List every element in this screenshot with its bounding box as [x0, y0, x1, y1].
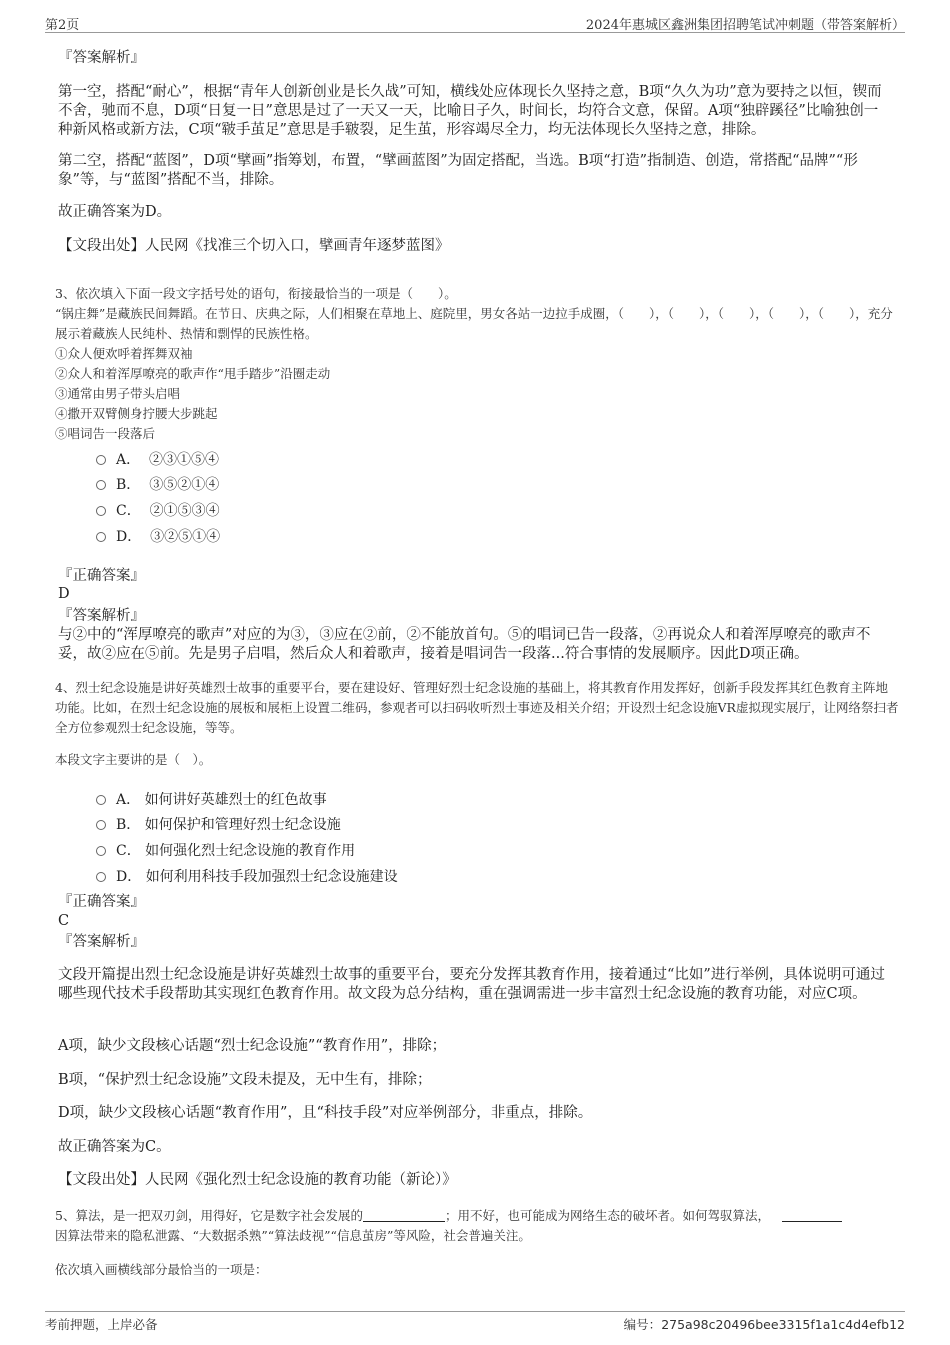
q5-question: 依次填入画横线部分最恰当的一项是： — [55, 1262, 268, 1277]
q3-passage: “锅庄舞”是藏族民间舞蹈。在节日、庆典之际，人们相聚在草地上、庭院里，男女各站一边拉手成圈，（ ），（ ），（ ），（ ），（ ），充分展示着藏族人民纯朴、热情和剽悍的民族性格。 — [55, 306, 893, 341]
q5-blank-1 — [363, 1209, 445, 1222]
footer-code-value: 275a98c20496bee3315f1a1c4d4efb12 — [661, 1317, 905, 1332]
q3-option-d[interactable] — [96, 526, 220, 546]
radio-button-icon[interactable] — [96, 506, 106, 516]
q3-option-c[interactable] — [96, 500, 220, 520]
q3-analysis-title: 『答案解析』 — [58, 608, 145, 624]
q3-analysis: 与②中的“浑厚嘹亮的歌声”对应的为③，③应在②前，②不能放首句。⑤的唱词已告一段落，②再说众人和着浑厚嘹亮的歌声不妥，故②应在⑤前。先是男子启唱，然后众人和着歌声，接着是唱词告一段落...符合事情的发展顺序。因此D项正确。 — [58, 627, 871, 662]
q4-conclusion: 故正确答案为C。 — [58, 1139, 171, 1155]
option-letter: A． — [116, 452, 141, 468]
document-title: 2024年惠城区鑫洲集团招聘笔试冲刺题（带答案解析） — [585, 18, 905, 33]
q5-blank-2 — [782, 1209, 842, 1222]
option-text: 如何保护和管理好烈士纪念设施 — [144, 817, 341, 833]
option-text: ③⑤②①④ — [149, 477, 220, 493]
q3-option-a[interactable] — [96, 449, 219, 469]
option-text: ②①⑤③④ — [149, 503, 220, 519]
page-number: 第2页 — [45, 18, 80, 33]
q4-option-c[interactable] — [96, 840, 355, 860]
radio-button-icon[interactable] — [96, 455, 106, 465]
q4-analysis-para1: 文段开篇提出烈士纪念设施是讲好英雄烈士故事的重要平台，要充分发挥其教育作用，接着通过“比如”进行举例，具体说明可通过哪些现代技术手段帮助其实现红色教育作用。故文段为总分结构，重在强调需进一步丰富烈士纪念设施的教育功能，对应C项。 — [58, 967, 885, 1002]
q3-answer-title: 『正确答案』 — [58, 568, 145, 584]
q4-question: 本段文字主要讲的是（ ）。 — [55, 752, 212, 767]
footer-code — [624, 1315, 905, 1333]
q3-item-1: ①众人便欢呼着挥舞双袖 — [55, 346, 193, 361]
q2-analysis-para1: 第一空，搭配“耐心”，根据“青年人创新创业是长久战”可知，横线处应体现长久坚持之意，B项“久久为功”意为要持之以恒，锲而不舍，驰而不息，D项“日复一日”意思是过了一天又一天，比喻日子久，时间长，均符合文意，保留。A项“独辟蹊径”比喻独创一种新风格或新方法，C项“皲手茧足”意思是手皲裂，足生茧，形容竭尽全力，均无法体现长久坚持之意，排除。 — [58, 84, 882, 138]
q3-item-3: ③通常由男子带头启唱 — [55, 386, 181, 401]
radio-button-icon[interactable] — [96, 872, 106, 882]
radio-button-icon[interactable] — [96, 820, 106, 830]
q2-conclusion: 故正确答案为D。 — [58, 204, 172, 220]
option-letter: C． — [116, 503, 141, 519]
radio-button-icon[interactable] — [96, 480, 106, 490]
q4-stem: 4、烈士纪念设施是讲好英雄烈士故事的重要平台，要在建设好、管理好烈士纪念设施的基础上，将其教育作用发挥好，创新手段发挥其红色教育主阵地功能。比如，在烈士纪念设施的展板和展柜上设置二维码，参观者可以扫码收听烈士事迹及相关介绍；开设烈士纪念设施VR虚拟现实展厅，让网络祭扫者全方位参观烈士纪念设施，等等。 — [55, 680, 899, 735]
option-text: ③②⑤①④ — [150, 529, 221, 545]
header-divider — [45, 32, 905, 33]
q3-item-4: ④撒开双臂侧身拧腰大步跳起 — [55, 406, 218, 421]
footer-divider — [45, 1311, 905, 1312]
q4-option-b[interactable] — [96, 814, 341, 834]
q3-stem: 3、依次填入下面一段文字括号处的语句，衔接最恰当的一项是（ ）。 — [55, 286, 457, 301]
footer-slogan: 考前押题，上岸必备 — [45, 1317, 158, 1332]
q4-option-a[interactable] — [96, 789, 327, 809]
q3-option-b[interactable] — [96, 474, 219, 494]
q5-stem — [55, 1206, 900, 1246]
option-letter: A． — [116, 792, 141, 808]
option-letter: D． — [116, 529, 142, 545]
option-letter: B． — [116, 817, 141, 833]
q3-item-2: ②众人和着浑厚嘹亮的歌声作“甩手踏步”沿圈走动 — [55, 366, 331, 381]
q4-analysis-option-d: D项，缺少文段核心话题“教育作用”，且“科技手段”对应举例部分，非重点，排除。 — [58, 1105, 593, 1121]
q4-analysis-option-a: A项，缺少文段核心话题“烈士纪念设施”“教育作用”，排除； — [58, 1038, 447, 1054]
option-letter: B． — [116, 477, 141, 493]
q2-analysis-title: 『答案解析』 — [58, 50, 145, 66]
q3-item-5: ⑤唱词告一段落后 — [55, 426, 156, 441]
q4-option-d[interactable] — [96, 866, 398, 886]
q2-source: 【文段出处】人民网《找准三个切入口，擘画青年逐梦蓝图》 — [58, 238, 450, 254]
radio-button-icon[interactable] — [96, 795, 106, 805]
q5-stem-part2: ；用不好，也可能成为网络生态的破坏者。如何驾驭算法， — [444, 1208, 770, 1223]
radio-button-icon[interactable] — [96, 532, 106, 542]
q5-stem-part1: 5、算法，是一把双刃剑，用得好，它是数字社会发展的 — [55, 1208, 363, 1223]
option-text: 如何强化烈士纪念设施的教育作用 — [145, 843, 356, 859]
q4-source: 【文段出处】人民网《强化烈士纪念设施的教育功能（新论）》 — [58, 1172, 457, 1188]
q4-analysis-option-b: B项，“保护烈士纪念设施”文段未提及，无中生有，排除； — [58, 1072, 432, 1088]
option-text: ②③①⑤④ — [149, 452, 220, 468]
q3-answer: D — [58, 586, 70, 602]
q4-answer-title: 『正确答案』 — [58, 894, 145, 910]
option-letter: D． — [116, 869, 142, 885]
option-text: 如何利用科技手段加强烈士纪念设施建设 — [145, 869, 398, 885]
q4-analysis-title: 『答案解析』 — [58, 934, 145, 950]
q4-answer: C — [58, 913, 70, 929]
q5-stem-part3: 因算法带来的隐私泄露、“大数据杀熟”“算法歧视”“信息茧房”等风险，社会普遍关注。 — [55, 1228, 531, 1243]
footer-code-label: 编号： — [623, 1317, 662, 1332]
radio-button-icon[interactable] — [96, 846, 106, 856]
q2-analysis-para2: 第二空，搭配“蓝图”，D项“擘画”指筹划，布置，“擘画蓝图”为固定搭配，当选。B项“打造”指制造、创造，常搭配“品牌”“形象”等，与“蓝图”搭配不当，排除。 — [58, 153, 858, 188]
option-letter: C． — [116, 843, 141, 859]
option-text: 如何讲好英雄烈士的红色故事 — [144, 792, 327, 808]
